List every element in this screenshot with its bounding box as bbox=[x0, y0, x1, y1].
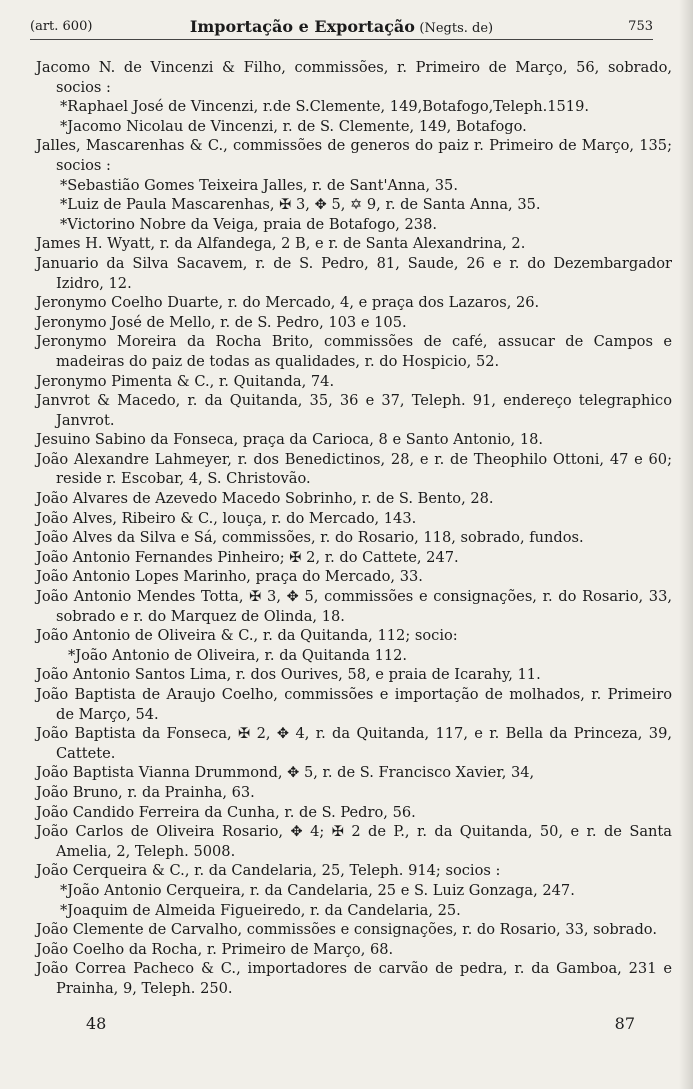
partner-entry: *Joaquim de Almeida Figueiredo, r. da Candelaria, 25. bbox=[60, 901, 461, 919]
entry-list bbox=[36, 58, 672, 999]
partner-entry: *Raphael José de Vincenzi, r.de S.Clemente, 149,Botafogo,Teleph.1519. bbox=[60, 98, 590, 116]
partner-entry: *Victorino Nobre da Veiga, praia de Botafogo, 238. bbox=[60, 215, 437, 233]
directory-entry: João Antonio Fernandes Pinheiro; ✠ 2, r. do Cattete, 247. bbox=[36, 548, 459, 566]
directory-entry: João Candido Ferreira da Cunha, r. de S. Pedro, 56. bbox=[36, 803, 416, 821]
directory-entry: João Alves, Ribeiro & C., louça, r. do Mercado, 143. bbox=[36, 509, 417, 527]
sheet-number: 87 bbox=[614, 1014, 635, 1033]
directory-entry: James H. Wyatt, r. da Alfandega, 2 B, e r. de Santa Alexandrina, 2. bbox=[36, 235, 526, 253]
partner-entry: *João Antonio Cerqueira, r. da Candelaria, 25 e S. Luiz Gonzaga, 247. bbox=[60, 881, 575, 899]
directory-entry: João Baptista Vianna Drummond, ✥ 5, r. de S. Francisco Xavier, 34, bbox=[36, 764, 535, 782]
directory-entry: João Antonio Santos Lima, r. dos Ourives, 58, e praia de Icarahy, 11. bbox=[36, 666, 541, 684]
directory-entry: João Alexandre Lahmeyer, r. dos Benedictinos, 28, e r. de Theophilo Ottoni, 47 e 60; reside r. Escobar, 4, S. Christovão. bbox=[36, 450, 672, 488]
directory-entry: João Clemente de Carvalho, commissões e consignações, r. do Rosario, 33, sobrado. bbox=[36, 921, 657, 939]
directory-entry: João Alvares de Azevedo Macedo Sobrinho, r. de S. Bento, 28. bbox=[36, 490, 494, 508]
directory-entry: João Bruno, r. da Prainha, 63. bbox=[36, 783, 255, 801]
directory-entry: Jesuino Sabino da Fonseca, praça da Carioca, 8 e Santo Antonio, 18. bbox=[36, 431, 544, 449]
page-number: 753 bbox=[628, 19, 653, 34]
directory-entry: João Baptista da Fonseca, ✠ 2, ✥ 4, r. da Quitanda, 117, e r. Bella da Princeza, 39, Cattete. bbox=[36, 725, 672, 762]
directory-entry: João Carlos de Oliveira Rosario, ✥ 4; ✠ 2 de P., r. da Quitanda, 50, e r. de Santa Amelia, 2, Teleph. 5008. bbox=[36, 823, 672, 860]
directory-entry: Jeronymo Moreira da Rocha Brito, commissões de café, assucar de Campos e madeiras do paiz de todas as qualidades, r. do Hospicio, 52. bbox=[36, 333, 672, 370]
header-rule bbox=[30, 39, 653, 40]
article-range: (art. 600) bbox=[30, 19, 93, 34]
page-header bbox=[30, 16, 653, 38]
partner-entry: *Luiz de Paula Mascarenhas, ✠ 3, ✥ 5, ✡ 9, r. de Santa Anna, 35. bbox=[60, 196, 541, 214]
partner-entry: *Jacomo Nicolau de Vincenzi, r. de S. Clemente, 149, Botafogo. bbox=[60, 117, 527, 135]
directory-entry: Jeronymo Coelho Duarte, r. do Mercado, 4, e praça dos Lazaros, 26. bbox=[36, 294, 540, 312]
directory-entry: João Antonio Mendes Totta, ✠ 3, ✥ 5, commissões e consignações, r. do Rosario, 33, sobrado e r. do Marquez de Olinda, 18. bbox=[36, 588, 672, 625]
directory-entry: João Antonio Lopes Marinho, praça do Mercado, 33. bbox=[36, 568, 423, 586]
directory-entry: Janvrot & Macedo, r. da Quitanda, 35, 36 e 37, Teleph. 91, endereço telegraphico Janvrot. bbox=[36, 392, 672, 429]
section-title: Importação e Exportação bbox=[189, 17, 415, 36]
directory-entry: Jeronymo José de Mello, r. de S. Pedro, 103 e 105. bbox=[36, 313, 407, 331]
directory-entry: Jeronymo Pimenta & C., r. Quitanda, 74. bbox=[36, 372, 335, 390]
running-title bbox=[30, 16, 653, 40]
partner-entry: *João Antonio de Oliveira, r. da Quitanda 112. bbox=[68, 646, 408, 664]
directory-entry: Jacomo N. de Vincenzi & Filho, commissões, r. Primeiro de Março, 56, sobrado, socios : bbox=[36, 59, 672, 96]
page-edge-shadow bbox=[679, 0, 693, 1089]
directory-entry: Januario da Silva Sacavem, r. de S. Pedro, 81, Saude, 26 e r. do Dezembargador Izidro, 12. bbox=[36, 254, 672, 292]
signature-mark: 48 bbox=[86, 1014, 107, 1033]
directory-entry: João Alves da Silva e Sá, commissões, r. do Rosario, 118, sobrado, fundos. bbox=[36, 529, 584, 547]
partner-entry: *Sebastião Gomes Teixeira Jalles, r. de Sant'Anna, 35. bbox=[60, 176, 458, 194]
section-subtitle: (Negts. de) bbox=[419, 21, 494, 36]
directory-entry: João Coelho da Rocha, r. Primeiro de Março, 68. bbox=[36, 940, 394, 958]
directory-entry: Jalles, Mascarenhas & C., commissões de generos do paiz r. Primeiro de Março, 135; socios : bbox=[36, 137, 672, 174]
directory-entry: João Antonio de Oliveira & C., r. da Quitanda, 112; socio: bbox=[36, 627, 458, 645]
directory-entry: João Correa Pacheco & C., importadores de carvão de pedra, r. da Gamboa, 231 e Prainha, 9, Teleph. 250. bbox=[36, 960, 672, 997]
directory-entry: João Baptista de Araujo Coelho, commissões e importação de molhados, r. Primeiro de Março, 54. bbox=[36, 686, 672, 723]
directory-entry: João Cerqueira & C., r. da Candelaria, 25, Teleph. 914; socios : bbox=[36, 862, 501, 880]
